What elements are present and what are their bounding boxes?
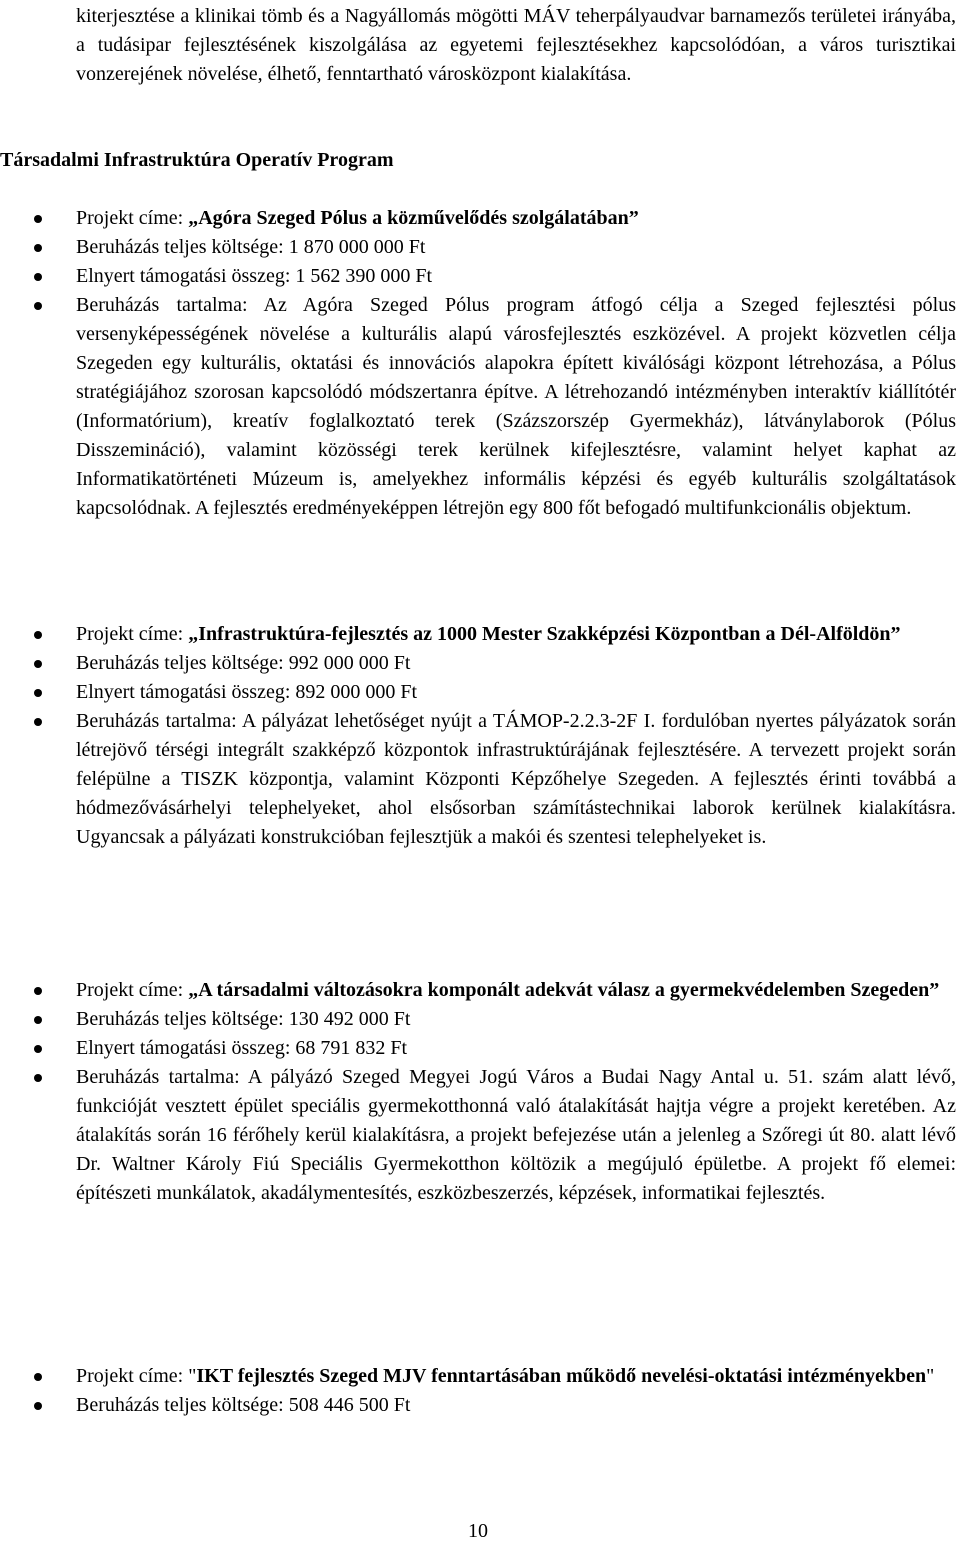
project-title-label: Projekt címe: (76, 623, 189, 645)
project-cost: Beruházás teljes költsége: 130 492 000 Ft (76, 1008, 411, 1030)
project-title-label: Projekt címe: (76, 207, 189, 229)
bullet-icon (34, 1045, 42, 1053)
project-content: Beruházás tartalma: A pályázó Szeged Megyei Jogú Város a Budai Nagy Antal u. 51. szám alatt lévő, funkcióját vesztett épület speciális gyermekotthonná való átalakítását hajtja végre a projekt keretében. Az átalakítás során 16 férőhely kerül kialakításra, a projekt befejezése után a jelenleg a Szőregi út 80. alatt lévő Dr. Waltner Károly Fiú Speciális Gyermekotthon költözik a megújuló épületbe. A projekt fő elemei: építészeti munkálatok, akadálymentesítés, eszközbeszerzés, képzések, informatikai fejlesztés. (76, 1066, 956, 1204)
bullet-icon (34, 631, 42, 639)
project-cost: Beruházás teljes költsége: 508 446 500 Ft (76, 1394, 411, 1416)
project-title: „Agóra Szeged Pólus a közművelődés szolgálatában” (188, 207, 639, 229)
project-title: IKT fejlesztés Szeged MJV fenntartásában működő nevelési-oktatási intézményekben (196, 1365, 927, 1387)
project-content-item (0, 1063, 956, 1208)
title-open-quote: " (188, 1365, 197, 1387)
bullet-icon (34, 1016, 42, 1024)
project-title-item (0, 1362, 956, 1391)
project-grant-item (0, 262, 956, 291)
bullet-icon (34, 1373, 42, 1381)
project-block (0, 1362, 956, 1420)
bullet-icon (34, 302, 42, 310)
project-grant-item (0, 678, 956, 707)
bullet-icon (34, 244, 42, 252)
project-grant: Elnyert támogatási összeg: 68 791 832 Ft (76, 1037, 408, 1059)
project-title-item (0, 976, 956, 1005)
project-cost-item (0, 1391, 956, 1420)
project-title-label: Projekt címe: (76, 979, 189, 1001)
title-close-quote: " (926, 1365, 935, 1387)
project-cost: Beruházás teljes költsége: 1 870 000 000 Ft (76, 236, 426, 258)
project-cost-item (0, 649, 956, 678)
bullet-icon (34, 1074, 42, 1082)
section-heading: Társadalmi Infrastruktúra Operatív Program (0, 149, 394, 171)
project-content: Beruházás tartalma: Az Agóra Szeged Pólus program átfogó célja a Szeged fejlesztési pólus versenyképességének növelése a kulturális alapú városfejlesztés eszközével. A projekt közvetlen célja Szegeden egy kulturális, oktatási és innovációs alapokra épített kiválósági központ létrehozása, a Pólus stratégiájához szorosan kapcsolódó módszertanra építve. A létrehozandó intézményben interaktív kiállítótér (Informatórium), kreatív foglalkoztató terek (Százszorszép Gyermekház), látványlaborok (Pólus Disszemináció), valamint közösségi terek kerülnek kifejlesztésre, valamint helyet kaphat az Informatikatörténeti Múzeum is, amelyekhez informális képzési és egyéb kulturális szolgáltatások kapcsolódnak. A fejlesztés eredményeképpen létrejön egy 800 főt befogadó multifunkcionális objektum. (76, 294, 956, 519)
project-grant: Elnyert támogatási összeg: 1 562 390 000 Ft (76, 265, 433, 287)
bullet-icon (34, 1402, 42, 1410)
project-title: „Infrastruktúra-fejlesztés az 1000 Mester Szakképzési Központban a Dél-Alföldön” (188, 623, 901, 645)
bullet-icon (34, 273, 42, 281)
project-content-item (0, 291, 956, 523)
bullet-icon (34, 215, 42, 223)
project-content-item (0, 707, 956, 852)
project-content: Beruházás tartalma: A pályázat lehetőséget nyújt a TÁMOP-2.2.3-2F I. fordulóban nyertes pályázatok során létrejövő térségi integrált szakképző központok infrastruktúrájának fejlesztésére. A tervezett projekt során felépülne a TISZK központja, valamint Központi Képzőhelye Szegeden. A fejlesztés érinti továbbá a hódmezővásárhelyi telephelyeket, ahol elsősorban számítástechnikai laborok kerülnek kialakításra. Ugyancsak a pályázati konstrukcióban fejlesztjük a makói és szentesi telephelyeket is. (76, 710, 956, 848)
project-grant: Elnyert támogatási összeg: 892 000 000 Ft (76, 681, 418, 703)
project-cost-item (0, 1005, 956, 1034)
bullet-icon (34, 689, 42, 697)
intro-paragraph: kiterjesztése a klinikai tömb és a Nagyállomás mögötti MÁV teherpályaudvar barnamezős területei irányába, a tudásipar fejlesztésének kiszolgálása az egyetemi fejlesztésekhez kapcsolódóan, a város turisztikai vonzerejének növelése, élhető, fenntartható városközpont kialakítása. (76, 5, 956, 85)
project-block (0, 976, 956, 1208)
project-title: „A társadalmi változásokra komponált adekvát válasz a gyermekvédelemben Szegeden” (188, 979, 940, 1001)
project-title-item (0, 620, 956, 649)
project-cost: Beruházás teljes költsége: 992 000 000 Ft (76, 652, 411, 674)
bullet-icon (34, 718, 42, 726)
project-block (0, 204, 956, 523)
project-block (0, 620, 956, 852)
project-title-label: Projekt címe: (76, 1365, 189, 1387)
project-title-item (0, 204, 956, 233)
project-grant-item (0, 1034, 956, 1063)
bullet-icon (34, 987, 42, 995)
page-number: 10 (468, 1520, 488, 1542)
bullet-icon (34, 660, 42, 668)
project-cost-item (0, 233, 956, 262)
